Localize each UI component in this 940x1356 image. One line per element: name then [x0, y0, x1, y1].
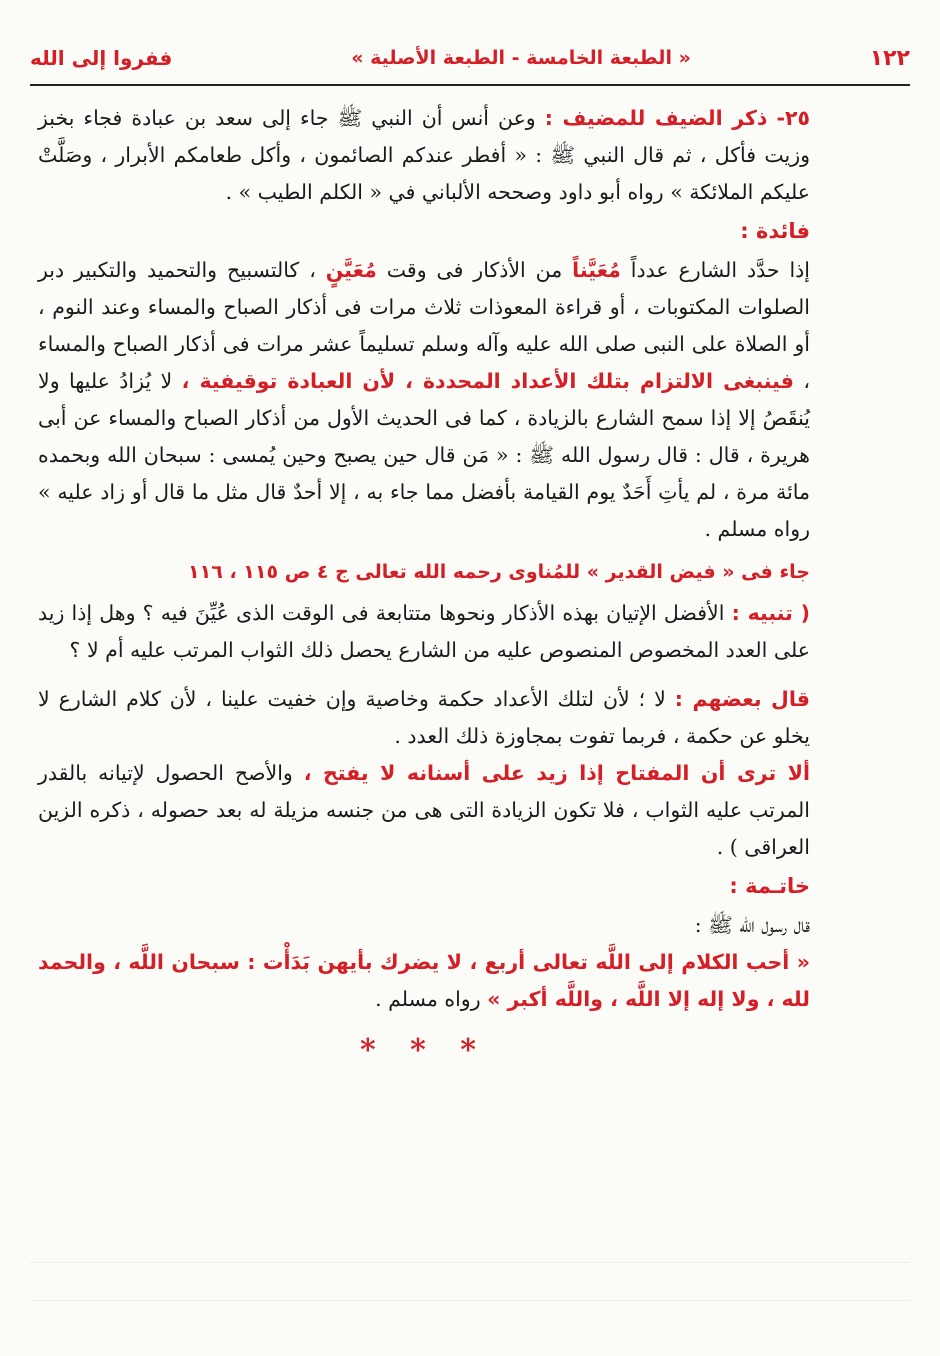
tanbih-label: ( تنبيه :: [731, 601, 810, 625]
tanbih-paragraph: [38, 595, 810, 669]
ala-paragraph: [38, 755, 810, 866]
entry-25: [38, 100, 810, 211]
qala-label: قال بعضهم :: [674, 687, 810, 711]
page-body: [38, 100, 810, 1069]
tanbih-text: الأفضل الإتيان بهذه الأذكار ونحوها متتابعة فى الوقت الذى عُيِّنَ فيه ؟ وهل إذا زيد على العدد المخصوص المنصوص عليه من الشارع يحصل ذلك الثواب المرتب عليه أم لا ؟: [38, 601, 810, 662]
page-header: [30, 38, 910, 78]
bleed-line: [30, 1300, 910, 1301]
faida-heading: فائدة :: [740, 219, 810, 243]
entry-text: وعن أنس أن النبي ﷺ جاء إلى سعد بن عبادة فجاء بخبز وزيت فأكل ، ثم قال النبي ﷺ : « أفطر عندكم الصائمون ، وأكل طعامكم الأبرار ، وصَلَّتْ عليكم الملائكة » رواه أبو داود وصححه الألباني في « الكلم الطيب » .: [38, 106, 810, 204]
khatima-intro: قال رسول اللّه ﷺ :: [694, 913, 810, 937]
faida-text-2: من الأذكار فى وقت: [386, 258, 563, 282]
source-citation: جاء فى « فيض القدير » للمُناوى رحمه الله تعالى ج ٤ ص ١١٥ ، ١١٦: [188, 561, 810, 583]
qala-paragraph: [38, 681, 810, 755]
faida-emphasis-3: فينبغى الالتزام بتلك الأعداد المحددة ، لأن العبادة توقيفية ،: [181, 369, 794, 393]
bleed-line: [30, 1262, 910, 1263]
khatima-quote: « أحب الكلام إلى اللَّه تعالى أربع ، لا يضرك بأيهن بَدَأْت : سبحان اللَّه ، والحمد لله ، ولا إله إلا اللَّه ، واللَّه أكبر »: [38, 950, 810, 1011]
qala-text: لا ؛ لأن لتلك الأعداد حكمة وخاصية وإن خفيت علينا ، لأن كلام الشارع لا يخلو عن حكمة ، فربما تفوت بمجاوزة ذلك العدد .: [38, 687, 810, 748]
end-stars: * * *: [360, 1033, 488, 1068]
ala-emphasis: ألا ترى أن المفتاح إذا زيد على أسنانه لا يفتح ،: [303, 761, 810, 785]
page-number: ١٢٢: [869, 45, 910, 71]
header-divider: [30, 84, 910, 86]
faida-paragraph: [38, 252, 810, 548]
ala-text: والأصح الحصول لإتيانه بالقدر المرتب عليه الثواب ، فلا تكون الزيادة التى هى من جنسه مزيلة له بعد حصوله ، ذكره الزين العراقى ) .: [38, 761, 810, 859]
khatima-tail: رواه مسلم .: [375, 987, 481, 1011]
khatima-hadith: [38, 944, 810, 1018]
faida-emphasis-1: مُعَيَّناً: [572, 258, 621, 282]
book-title: ففروا إلى الله: [30, 46, 173, 70]
faida-text-4: لا يُزادُ عليها ولا يُنقَصُ إلا إذا سمح الشارع بالزيادة ، كما فى الحديث الأول من أذكار الصباح والمساء عن أبى هريرة ، قال : قال رسول الله ﷺ : « مَن قال حين يصبح وحين يُمسى : سبحان الله وبحمده مائة مرة ، لم يأتِ أَحَدٌ يوم القيامة بأفضل مما جاء به ، إلا أحدٌ قال مثل ما قال أو زاد عليه » رواه مسلم .: [38, 369, 810, 541]
entry-number: ٢٥-: [776, 106, 810, 130]
faida-text-3: ، كالتسبيح والتحميد والتكبير دبر الصلوات المكتوبات ، أو قراءة المعوذات ثلاث مرات فى أذكار الصباح والمساء وعند النوم ، أو الصلاة على النبى صلى الله عليه وآله وسلم تسليماً عشر مرات فى أذكار الصباح والمساء ،: [38, 258, 810, 393]
faida-text-1: إذا حدَّد الشارع عدداً: [630, 258, 810, 282]
khatima-heading: خاتـمة :: [729, 874, 810, 898]
edition-label: « الطبعة الخامسة - الطبعة الأصلية »: [351, 47, 691, 69]
faida-emphasis-2: مُعَيَّنٍ: [325, 258, 377, 282]
entry-title: ذكر الضيف للمضيف :: [544, 106, 768, 130]
